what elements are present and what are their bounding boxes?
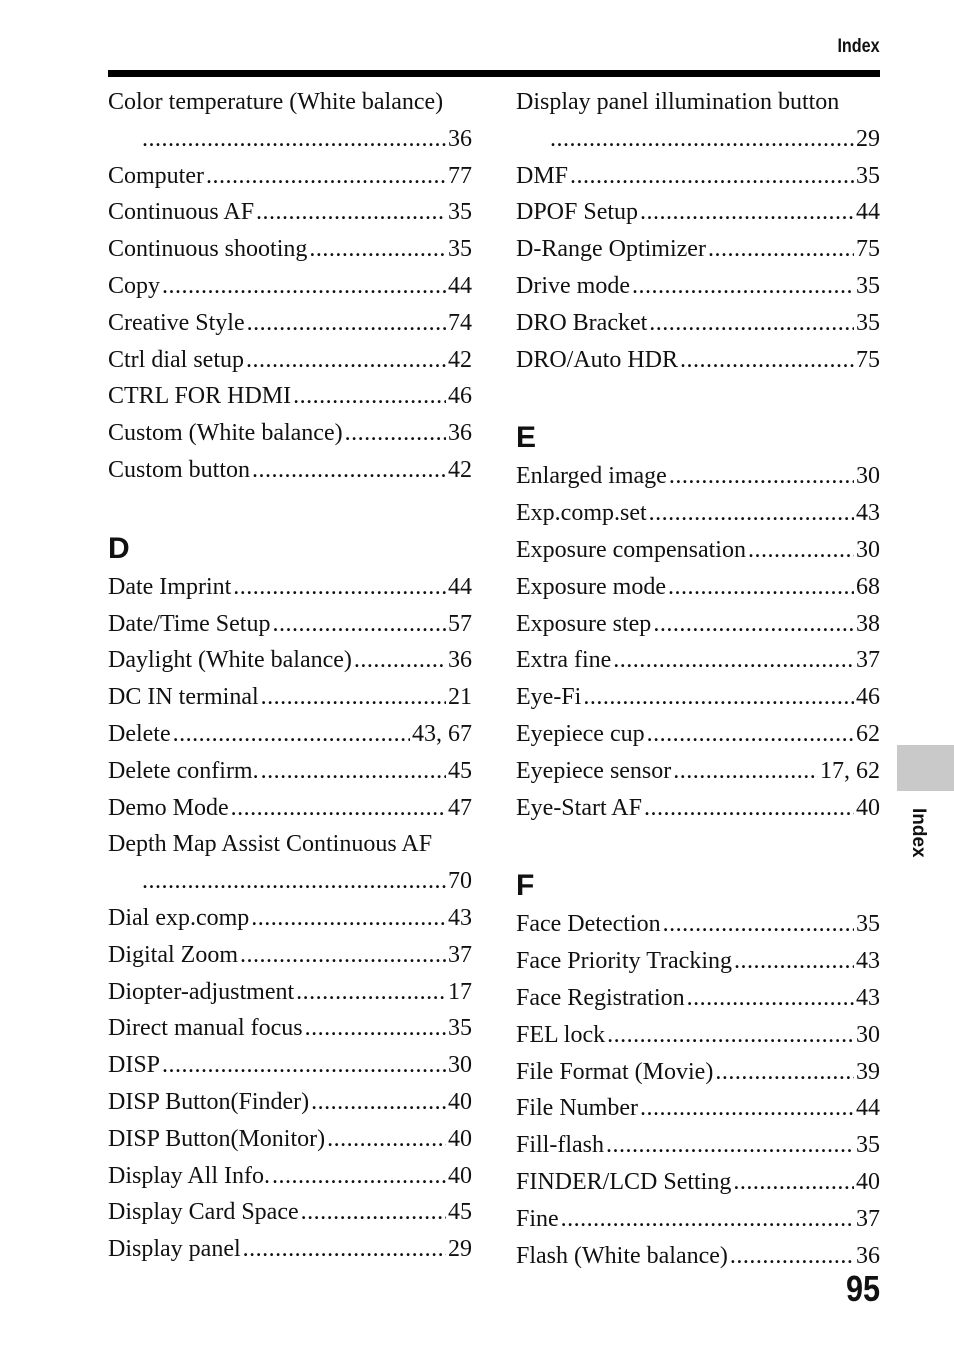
page-reference: 43 [448,904,472,931]
dot-leader [668,569,854,606]
index-term: Face Priority Tracking [516,948,732,975]
index-entry [516,642,880,679]
index-entry [516,606,880,643]
page-reference: 35 [448,236,472,263]
page-reference: 43 [856,948,880,975]
page-number: 95 [845,1268,880,1309]
index-entry [108,1158,472,1195]
index-entry [108,716,472,753]
index-term: DRO/Auto HDR [516,346,679,373]
page-reference: 30 [856,1021,880,1048]
index-entry [516,495,880,532]
index-entry [108,679,472,716]
thumb-index-tab [897,745,954,791]
page-reference: 37 [448,941,472,968]
dot-leader [231,790,446,827]
index-term: Eyepiece sensor [516,757,672,784]
dot-leader [252,452,446,489]
page-reference: 42 [448,456,472,483]
index-entry [516,194,880,231]
page-reference: 39 [856,1058,880,1085]
page-reference: 36 [448,125,472,152]
index-term: DISP [108,1052,161,1079]
page-reference: 36 [448,647,472,674]
index-entry [108,268,472,305]
page-reference: 44 [856,199,880,226]
dot-leader [680,342,854,379]
dot-leader [649,305,854,342]
index-term: DMF [516,162,569,189]
page-reference: 40 [856,794,880,821]
index-term: Display All Info. [108,1162,270,1189]
index-term: File Format (Movie) [516,1058,714,1085]
page-reference: 43 [856,500,880,527]
index-term: FINDER/LCD Setting [516,1168,732,1195]
index-column-left [108,84,472,1268]
page-reference: 36 [856,1242,880,1269]
page-reference: 70 [448,868,472,895]
page-reference: 40 [448,1162,472,1189]
dot-leader [327,1121,446,1158]
index-entry [516,906,880,943]
dot-leader [644,790,854,827]
page-reference: 46 [448,383,472,410]
index-term: Digital Zoom [108,941,238,968]
page-reference: 17 [448,978,472,1005]
dot-leader [653,606,854,643]
page-reference: 35 [856,911,880,938]
index-entry [108,158,472,195]
index-entry [516,943,880,980]
page-reference: 38 [856,610,880,637]
dot-leader [607,1017,854,1054]
index-term: Custom button [108,456,251,483]
page-reference: 44 [856,1095,880,1122]
index-term: Eye-Start AF [516,794,642,821]
index-entry [516,1090,880,1127]
index-term: Demo Mode [108,794,229,821]
index-term: Daylight (White balance) [108,647,352,674]
dot-leader [733,1164,854,1201]
index-term: DRO Bracket [516,309,648,336]
page-reference: 77 [448,162,472,189]
dot-leader [570,158,854,195]
dot-leader [354,642,446,679]
page-reference: 62 [856,720,880,747]
index-entry [108,900,472,937]
index-entry [108,1010,472,1047]
index-entry [108,826,472,900]
index-term: Direct manual focus [108,1015,303,1042]
dot-leader [272,1158,446,1195]
index-entry [516,1164,880,1201]
index-term: Exp.comp.set [516,500,647,527]
dot-leader [233,569,446,606]
index-term: DISP Button(Finder) [108,1088,310,1115]
index-term: File Number [516,1095,638,1122]
index-term: DISP Button(Monitor) [108,1125,326,1152]
index-entry [516,716,880,753]
page-reference: 35 [856,1132,880,1159]
index-entry [108,1194,472,1231]
index-term: Fine [516,1205,559,1232]
index-entry [108,790,472,827]
page-reference: 43 [856,984,880,1011]
index-entry [516,1127,880,1164]
section-heading-f: F [516,869,535,903]
page-reference: 30 [856,536,880,563]
dot-leader [687,980,854,1017]
dot-leader [730,1238,854,1275]
index-entry [516,342,880,379]
index-entry [108,1231,472,1268]
index-term: Dial exp.comp [108,904,250,931]
dot-leader [632,268,854,305]
index-term: Face Registration [516,984,685,1011]
index-term: FEL lock [516,1021,606,1048]
index-entry [516,1017,880,1054]
dot-leader [561,1201,854,1238]
index-entry [516,790,880,827]
dot-leader [647,716,854,753]
index-entry [108,1047,472,1084]
index-term: Fill-flash [516,1132,604,1159]
index-term: Computer [108,162,204,189]
index-term: Copy [108,272,161,299]
dot-leader [748,532,854,569]
dot-leader [142,121,446,158]
page-reference: 35 [856,162,880,189]
dot-leader [640,1090,854,1127]
index-entry [108,974,472,1011]
dot-leader [240,937,446,974]
index-column-right [516,84,880,1274]
index-term: Flash (White balance) [516,1242,728,1269]
page-reference: 40 [856,1168,880,1195]
index-term: Display panel [108,1236,241,1263]
page-reference: 44 [448,272,472,299]
page-reference: 30 [856,463,880,490]
index-entry [516,532,880,569]
dot-leader [142,863,446,900]
index-entry [516,231,880,268]
index-term: D-Range Optimizer [516,236,706,263]
index-term: Delete [108,720,171,747]
index-term: Eye-Fi [516,684,582,711]
index-entry [516,569,880,606]
index-term: Display panel illumination button [516,89,840,115]
page-reference: 44 [448,573,472,600]
dot-leader [261,679,446,716]
index-entry [108,569,472,606]
page-reference: 40 [448,1125,472,1152]
index-entry [516,753,880,790]
index-term: Extra fine [516,647,612,674]
index-term: Exposure compensation [516,536,746,563]
dot-leader [649,495,854,532]
index-entry [108,415,472,452]
index-term: DPOF Setup [516,199,639,226]
dot-leader [734,943,854,980]
page-reference: 35 [448,199,472,226]
index-term: CTRL FOR HDMI [108,383,292,410]
index-entry [108,642,472,679]
dot-leader [663,906,854,943]
dot-leader [669,458,854,495]
index-term: Display Card Space [108,1199,299,1226]
index-term: Continuous AF [108,199,255,226]
page-reference: 57 [448,610,472,637]
header-rule [108,70,880,77]
index-entry [516,158,880,195]
index-entry [516,84,880,158]
index-entry [516,268,880,305]
index-term: Continuous shooting [108,236,308,263]
page-reference: 40 [448,1088,472,1115]
dot-leader [715,1054,854,1091]
index-term: Creative Style [108,309,245,336]
dot-leader [261,753,446,790]
index-entry [108,378,472,415]
index-entry [516,1201,880,1238]
index-entry [108,1121,472,1158]
index-term: Depth Map Assist Continuous AF [108,831,433,858]
index-entry [516,980,880,1017]
index-term: Enlarged image [516,463,667,490]
dot-leader [251,900,446,937]
page-reference: 17, 62 [820,757,880,784]
index-entry [108,305,472,342]
index-entry [108,1084,472,1121]
dot-leader [206,158,446,195]
index-entry [108,84,472,158]
page-reference: 35 [856,309,880,336]
dot-leader [708,231,854,268]
index-entry [516,1054,880,1091]
page-reference: 43, 67 [412,720,472,747]
page-reference: 35 [856,272,880,299]
side-tab-label: Index [908,808,929,858]
dot-leader [309,231,446,268]
dot-leader [243,1231,446,1268]
index-entry [108,342,472,379]
dot-leader [640,194,854,231]
page-reference: 21 [448,684,472,711]
index-term: DC IN terminal [108,684,259,711]
section-heading-e: E [516,421,537,455]
dot-leader [550,121,854,158]
dot-leader [272,606,446,643]
page-reference: 29 [448,1236,472,1263]
index-term: Exposure step [516,610,652,637]
dot-leader [345,415,446,452]
index-entry [516,1238,880,1275]
page-reference: 29 [856,125,880,152]
index-entry [108,194,472,231]
page-reference: 47 [448,794,472,821]
page-reference: 45 [448,1199,472,1226]
section-heading-d: D [108,531,130,565]
dot-leader [162,1047,446,1084]
index-entry [516,679,880,716]
page-reference: 36 [448,420,472,447]
dot-leader [301,1194,446,1231]
index-term: Delete confirm. [108,757,259,784]
dot-leader [247,305,446,342]
index-entry [108,753,472,790]
dot-leader [293,378,446,415]
page-reference: 37 [856,1205,880,1232]
page-reference: 30 [448,1052,472,1079]
dot-leader [311,1084,446,1121]
index-entry [108,231,472,268]
index-entry [108,452,472,489]
index-term: Date/Time Setup [108,610,271,637]
page-reference: 75 [856,346,880,373]
page-reference: 46 [856,684,880,711]
index-term: Exposure mode [516,573,666,600]
index-term: Custom (White balance) [108,420,343,447]
dot-leader [583,679,854,716]
page-reference: 68 [856,573,880,600]
index-term: Date Imprint [108,573,232,600]
dot-leader [246,342,446,379]
index-entry [516,458,880,495]
index-entry [108,937,472,974]
page-reference: 35 [448,1015,472,1042]
page-reference: 74 [448,309,472,336]
index-entry [516,305,880,342]
index-term: Diopter-adjustment [108,978,295,1005]
dot-leader [613,642,854,679]
index-term: Face Detection [516,911,661,938]
page-reference: 45 [448,757,472,784]
dot-leader [673,753,818,790]
dot-leader [296,974,446,1011]
page-reference: 37 [856,647,880,674]
dot-leader [256,194,446,231]
dot-leader [162,268,446,305]
dot-leader [606,1127,854,1164]
index-term: Drive mode [516,272,630,299]
index-term: Ctrl dial setup [108,346,244,373]
dot-leader [305,1010,446,1047]
index-entry [108,606,472,643]
index-term: Color temperature (White balance) [108,89,444,115]
page-reference: 75 [856,236,880,263]
index-term: Eyepiece cup [516,720,645,747]
running-head: Index [837,36,880,57]
page-reference: 42 [448,346,472,373]
dot-leader [173,716,410,753]
